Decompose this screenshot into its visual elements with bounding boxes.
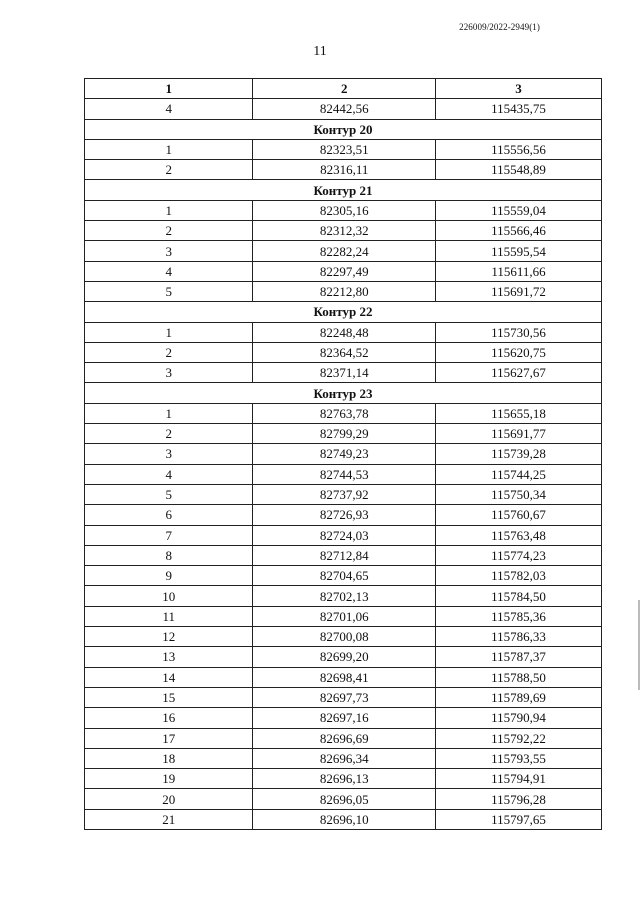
page-number: 11 (313, 44, 327, 59)
y-coordinate-cell: 115691,77 (436, 424, 602, 444)
x-coordinate-cell: 82312,32 (253, 221, 436, 241)
point-number-cell: 1 (85, 139, 253, 159)
x-coordinate-cell: 82305,16 (253, 200, 436, 220)
table-row (85, 464, 602, 484)
y-coordinate-cell: 115744,25 (436, 464, 602, 484)
y-coordinate-cell: 115774,23 (436, 545, 602, 565)
table-row (85, 322, 602, 342)
x-coordinate-cell: 82724,03 (253, 525, 436, 545)
y-coordinate-cell: 115787,37 (436, 647, 602, 667)
table-row (85, 545, 602, 565)
contour-header-row (85, 180, 602, 200)
table-row (85, 586, 602, 606)
x-coordinate-cell: 82799,29 (253, 424, 436, 444)
point-number-cell: 7 (85, 525, 253, 545)
contour-title: Контур 20 (85, 119, 602, 139)
x-coordinate-cell: 82697,73 (253, 687, 436, 707)
point-number-cell: 9 (85, 566, 253, 586)
table-row (85, 363, 602, 383)
table-row (85, 647, 602, 667)
x-coordinate-cell: 82701,06 (253, 606, 436, 626)
table-row (85, 687, 602, 707)
table-row (85, 424, 602, 444)
x-coordinate-cell: 82323,51 (253, 139, 436, 159)
y-coordinate-cell: 115792,22 (436, 728, 602, 748)
table-row (85, 566, 602, 586)
table-row (85, 728, 602, 748)
y-coordinate-cell: 115655,18 (436, 403, 602, 423)
x-coordinate-cell: 82696,34 (253, 748, 436, 768)
table-row (85, 708, 602, 728)
table-row (85, 627, 602, 647)
point-number-cell: 2 (85, 424, 253, 444)
x-coordinate-cell: 82702,13 (253, 586, 436, 606)
x-coordinate-cell: 82699,20 (253, 647, 436, 667)
y-coordinate-cell: 115760,67 (436, 505, 602, 525)
point-number-cell: 4 (85, 261, 253, 281)
point-number-cell: 3 (85, 241, 253, 261)
point-number-cell: 5 (85, 281, 253, 301)
y-coordinate-cell: 115790,94 (436, 708, 602, 728)
table-row (85, 241, 602, 261)
y-coordinate-cell: 115730,56 (436, 322, 602, 342)
y-coordinate-cell: 115691,72 (436, 281, 602, 301)
point-number-cell: 12 (85, 627, 253, 647)
x-coordinate-cell: 82704,65 (253, 566, 436, 586)
y-coordinate-cell: 115796,28 (436, 789, 602, 809)
y-coordinate-cell: 115595,54 (436, 241, 602, 261)
point-number-cell: 2 (85, 160, 253, 180)
y-coordinate-cell: 115611,66 (436, 261, 602, 281)
table-row (85, 789, 602, 809)
point-number-cell: 15 (85, 687, 253, 707)
y-coordinate-cell: 115556,56 (436, 139, 602, 159)
x-coordinate-cell: 82696,10 (253, 809, 436, 829)
y-coordinate-cell: 115435,75 (436, 99, 602, 119)
y-coordinate-cell: 115566,46 (436, 221, 602, 241)
point-number-cell: 1 (85, 322, 253, 342)
x-coordinate-cell: 82712,84 (253, 545, 436, 565)
y-coordinate-cell: 115627,67 (436, 363, 602, 383)
table-row (85, 139, 602, 159)
point-number-cell: 10 (85, 586, 253, 606)
y-coordinate-cell: 115797,65 (436, 809, 602, 829)
y-coordinate-cell: 115782,03 (436, 566, 602, 586)
y-coordinate-cell: 115788,50 (436, 667, 602, 687)
y-coordinate-cell: 115559,04 (436, 200, 602, 220)
x-coordinate-cell: 82297,49 (253, 261, 436, 281)
point-number-cell: 19 (85, 769, 253, 789)
point-number-cell: 13 (85, 647, 253, 667)
column-header-x: 2 (253, 79, 436, 99)
y-coordinate-cell: 115793,55 (436, 748, 602, 768)
x-coordinate-cell: 82749,23 (253, 444, 436, 464)
y-coordinate-cell: 115794,91 (436, 769, 602, 789)
x-coordinate-cell: 82744,53 (253, 464, 436, 484)
point-number-cell: 4 (85, 464, 253, 484)
column-header-y: 3 (436, 79, 602, 99)
y-coordinate-cell: 115784,50 (436, 586, 602, 606)
y-coordinate-cell: 115548,89 (436, 160, 602, 180)
document-reference: 226009/2022-2949(1) (459, 22, 540, 32)
y-coordinate-cell: 115785,36 (436, 606, 602, 626)
table-row (85, 525, 602, 545)
x-coordinate-cell: 82700,08 (253, 627, 436, 647)
y-coordinate-cell: 115750,34 (436, 484, 602, 504)
point-number-cell: 1 (85, 200, 253, 220)
contour-title: Контур 22 (85, 302, 602, 322)
table-row (85, 342, 602, 362)
table-row (85, 221, 602, 241)
x-coordinate-cell: 82696,69 (253, 728, 436, 748)
contour-title: Контур 23 (85, 383, 602, 403)
table-row (85, 444, 602, 464)
point-number-cell: 16 (85, 708, 253, 728)
table-row (85, 403, 602, 423)
x-coordinate-cell: 82316,11 (253, 160, 436, 180)
table-body (85, 99, 602, 830)
y-coordinate-cell: 115739,28 (436, 444, 602, 464)
x-coordinate-cell: 82698,41 (253, 667, 436, 687)
table-row (85, 769, 602, 789)
table-row (85, 200, 602, 220)
table-row (85, 809, 602, 829)
coordinates-table (84, 78, 602, 830)
x-coordinate-cell: 82696,13 (253, 769, 436, 789)
y-coordinate-cell: 115620,75 (436, 342, 602, 362)
point-number-cell: 20 (85, 789, 253, 809)
x-coordinate-cell: 82364,52 (253, 342, 436, 362)
x-coordinate-cell: 82696,05 (253, 789, 436, 809)
point-number-cell: 2 (85, 342, 253, 362)
table-row (85, 160, 602, 180)
contour-header-row (85, 383, 602, 403)
x-coordinate-cell: 82282,24 (253, 241, 436, 261)
table-row (85, 606, 602, 626)
point-number-cell: 11 (85, 606, 253, 626)
point-number-cell: 21 (85, 809, 253, 829)
table-row (85, 261, 602, 281)
y-coordinate-cell: 115763,48 (436, 525, 602, 545)
table-header-row (85, 79, 602, 99)
point-number-cell: 17 (85, 728, 253, 748)
point-number-cell: 18 (85, 748, 253, 768)
y-coordinate-cell: 115786,33 (436, 627, 602, 647)
x-coordinate-cell: 82442,56 (253, 99, 436, 119)
table-row (85, 484, 602, 504)
point-number-cell: 14 (85, 667, 253, 687)
point-number-cell: 3 (85, 444, 253, 464)
point-number-cell: 6 (85, 505, 253, 525)
x-coordinate-cell: 82697,16 (253, 708, 436, 728)
x-coordinate-cell: 82212,80 (253, 281, 436, 301)
point-number-cell: 2 (85, 221, 253, 241)
point-number-cell: 1 (85, 403, 253, 423)
contour-header-row (85, 119, 602, 139)
point-number-cell: 4 (85, 99, 253, 119)
x-coordinate-cell: 82737,92 (253, 484, 436, 504)
contour-header-row (85, 302, 602, 322)
x-coordinate-cell: 82763,78 (253, 403, 436, 423)
x-coordinate-cell: 82371,14 (253, 363, 436, 383)
point-number-cell: 5 (85, 484, 253, 504)
table-row (85, 505, 602, 525)
column-header-point: 1 (85, 79, 253, 99)
table-row (85, 281, 602, 301)
table-row (85, 667, 602, 687)
table-row (85, 99, 602, 119)
point-number-cell: 8 (85, 545, 253, 565)
point-number-cell: 3 (85, 363, 253, 383)
contour-title: Контур 21 (85, 180, 602, 200)
table-row (85, 748, 602, 768)
x-coordinate-cell: 82726,93 (253, 505, 436, 525)
y-coordinate-cell: 115789,69 (436, 687, 602, 707)
x-coordinate-cell: 82248,48 (253, 322, 436, 342)
